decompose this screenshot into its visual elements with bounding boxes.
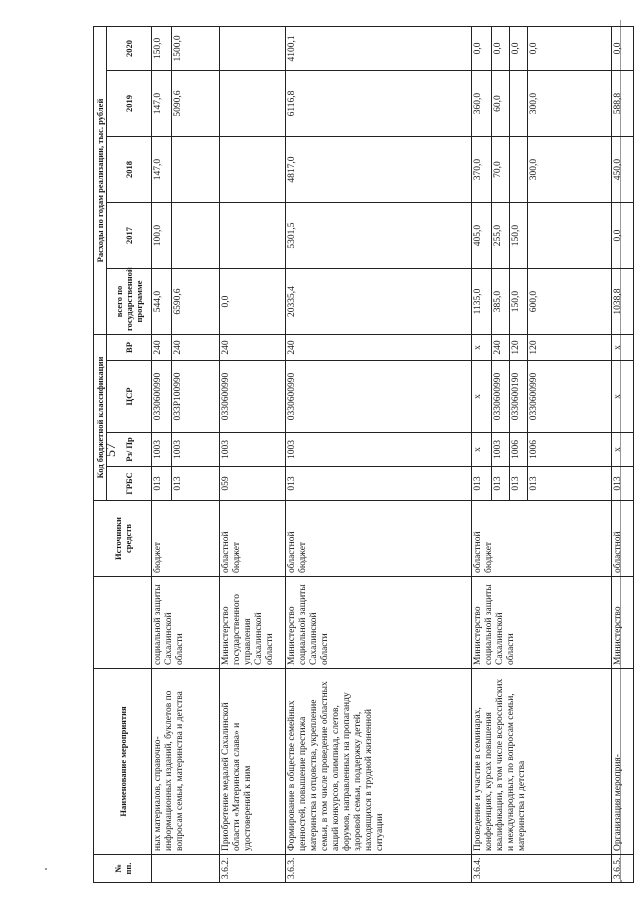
header-rzpr: Рз/ Пр: [107, 433, 152, 467]
cell-2019: 300,0: [528, 71, 612, 137]
cell-rzpr: 1006: [528, 433, 612, 467]
cell-csr: 0330600190: [510, 361, 528, 433]
cell-2019: 5090,6: [172, 71, 220, 137]
cell-2020: 0,0: [472, 26, 492, 70]
row-num: 3.6.3.: [286, 855, 472, 883]
header-vr: ВР: [107, 335, 152, 361]
cell-rzpr: 1003: [220, 433, 286, 467]
cell-2017: 100,0: [152, 203, 172, 269]
cell-grbs: 013: [152, 467, 172, 501]
header-kbk-group: Код бюджетной классификации: [94, 335, 107, 501]
cell-2017: [172, 203, 220, 269]
row-executor: Министерство: [612, 577, 634, 669]
scan-speck: [45, 868, 47, 870]
cell-vr: 240: [492, 335, 510, 361]
table-row: [220, 26, 286, 882]
header-year-2018: 2018: [107, 137, 152, 203]
row-executor: социальной защиты Сахалинской области: [152, 577, 220, 669]
cell-2020: 0,0: [510, 26, 528, 70]
cell-csr: 0330600990: [492, 361, 510, 433]
header-year-2020: 2020: [107, 26, 152, 70]
row-source: областной бюджет: [472, 501, 612, 577]
cell-2020: 150,0: [152, 26, 172, 70]
header-executor: [94, 577, 152, 669]
cell-2019: [220, 71, 286, 137]
cell-total: 544,0: [152, 269, 172, 335]
row-source: областной: [612, 501, 634, 577]
cell-2020: 4100,1: [286, 26, 472, 70]
cell-2019: [510, 71, 528, 137]
cell-2020: 0,0: [612, 26, 634, 70]
cell-rzpr: 1003: [172, 433, 220, 467]
table-row: [152, 26, 172, 882]
cell-vr: 240: [152, 335, 172, 361]
row-num: 3.6.2.: [220, 855, 286, 883]
cell-2017: [528, 203, 612, 269]
cell-2018: [172, 137, 220, 203]
cell-grbs: 013: [172, 467, 220, 501]
header-total: всего по государственной программе: [107, 269, 152, 335]
cell-csr: 0330600990: [286, 361, 472, 433]
cell-2019: 6116,8: [286, 71, 472, 137]
cell-grbs: 013: [492, 467, 510, 501]
cell-total: 385,0: [492, 269, 510, 335]
row-name: Приобретение медалей Сахалинской области «Материнская слава» и удостоверений к ним: [220, 669, 286, 855]
cell-2020: [220, 26, 286, 70]
cell-2020: 0,0: [492, 26, 510, 70]
row-num: 3.6.5.: [612, 855, 634, 883]
cell-rzpr: 1006: [510, 433, 528, 467]
cell-2018: 70,0: [492, 137, 510, 203]
cell-2018: [510, 137, 528, 203]
row-name: ных материалов, справочно-информационных изданий, буклетов по вопросам семьи, материнства и детства: [152, 669, 220, 855]
cell-grbs: 013: [528, 467, 612, 501]
header-year-2019: 2019: [107, 71, 152, 137]
cell-grbs: 013: [472, 467, 492, 501]
cell-csr: 0330600990: [528, 361, 612, 433]
cell-2019: 147,0: [152, 71, 172, 137]
cell-2018: 300,0: [528, 137, 612, 203]
cell-rzpr: х: [472, 433, 492, 467]
cell-grbs: 013: [286, 467, 472, 501]
cell-total: 1038,8: [612, 269, 634, 335]
row-executor: Министерство государственного управления Сахалинской области: [220, 577, 286, 669]
cell-total: 600,0: [528, 269, 612, 335]
cell-2017: [220, 203, 286, 269]
cell-2017: 405,0: [472, 203, 492, 269]
table-row: [612, 26, 634, 882]
cell-2019: 360,0: [472, 71, 492, 137]
cell-total: 6590,6: [172, 269, 220, 335]
row-name: Формирование в обществе семейных ценностей, повышение престижа материнства и отцовства, укрепление семьи, в том числе проведение областных акций конкурсов, олимпиад, слетов, форумов, направленных на пропаганду здоровой семьи, поддержку детей, находящихся в трудной жизненной ситуации: [286, 669, 472, 855]
cell-grbs: 013: [510, 467, 528, 501]
cell-2018: 4817,0: [286, 137, 472, 203]
cell-2020: 1500,0: [172, 26, 220, 70]
cell-2018: 450,0: [612, 137, 634, 203]
cell-2018: 370,0: [472, 137, 492, 203]
cell-2019: 60,0: [492, 71, 510, 137]
header-expenses-group: Расходы по годам реализации, тыс. рублей: [94, 26, 107, 334]
page-number: 57: [104, 443, 119, 457]
row-name: Организация мероприя-: [612, 669, 634, 855]
cell-total: 20335,4: [286, 269, 472, 335]
cell-total: 0,0: [220, 269, 286, 335]
cell-2017: 5301,5: [286, 203, 472, 269]
row-source: областной бюджет: [286, 501, 472, 577]
header-name: Наименование мероприятия: [94, 669, 152, 855]
cell-2020: 0,0: [528, 26, 612, 70]
cell-csr: 0330600990: [152, 361, 172, 433]
cell-csr: х: [472, 361, 492, 433]
cell-vr: х: [472, 335, 492, 361]
cell-vr: 120: [528, 335, 612, 361]
row-source: областной бюджет: [220, 501, 286, 577]
table-row: [286, 26, 472, 882]
cell-2017: 150,0: [510, 203, 528, 269]
cell-vr: 240: [172, 335, 220, 361]
cell-grbs: 059: [220, 467, 286, 501]
header-num: № пп.: [94, 855, 152, 883]
cell-rzpr: х: [612, 433, 634, 467]
cell-csr: 033P100990: [172, 361, 220, 433]
cell-2018: 147,0: [152, 137, 172, 203]
row-num: 3.6.4.: [472, 855, 612, 883]
row-num: [152, 855, 220, 883]
rotated-table-container: [93, 27, 623, 883]
row-executor: Министерство социальной защиты Сахалинской области: [472, 577, 612, 669]
cell-2019: 588,8: [612, 71, 634, 137]
header-grbs: ГРБС: [107, 467, 152, 501]
cell-vr: 240: [286, 335, 472, 361]
cell-2017: 255,0: [492, 203, 510, 269]
cell-rzpr: 1003: [492, 433, 510, 467]
table-row: [472, 26, 492, 882]
row-executor: Министерство социальной защиты Сахалинской области: [286, 577, 472, 669]
budget-table: [93, 26, 634, 883]
header-source: Источники средств: [94, 501, 152, 577]
header-year-2017: 2017: [107, 203, 152, 269]
cell-total: 150,0: [510, 269, 528, 335]
cell-csr: х: [612, 361, 634, 433]
cell-rzpr: 1003: [286, 433, 472, 467]
cell-2017: 0,0: [612, 203, 634, 269]
cell-grbs: 013: [612, 467, 634, 501]
table-viewport: [93, 27, 623, 883]
cell-rzpr: 1003: [152, 433, 172, 467]
cell-vr: 240: [220, 335, 286, 361]
cell-csr: 0330600990: [220, 361, 286, 433]
row-name: Проведение и участие в семинарах, конференциях, курсах повышения квалификации, в том числе всероссийских и международных, по вопросам семьи, материнства и детства: [472, 669, 612, 855]
header-csr: ЦСР: [107, 361, 152, 433]
cell-vr: 120: [510, 335, 528, 361]
cell-2018: [220, 137, 286, 203]
cell-vr: х: [612, 335, 634, 361]
row-source: бюджет: [152, 501, 220, 577]
cell-total: 1135,0: [472, 269, 492, 335]
